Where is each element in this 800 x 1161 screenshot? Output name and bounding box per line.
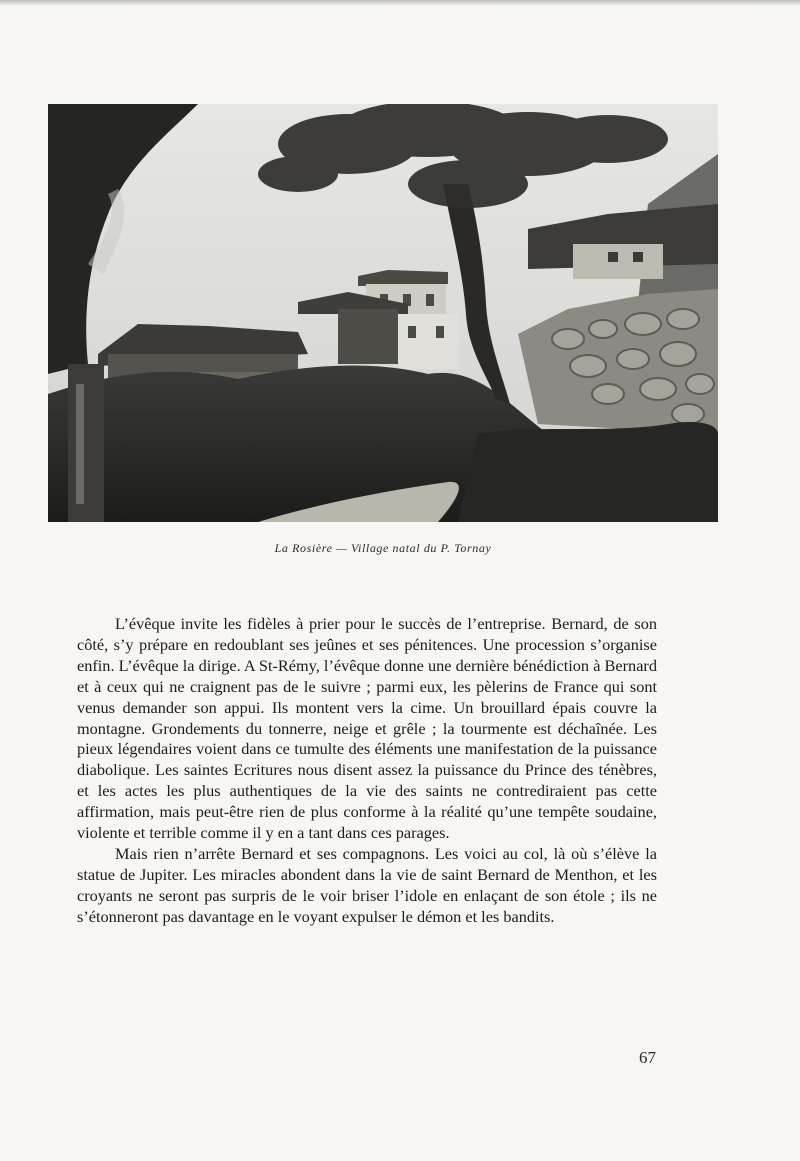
page-number: 67 xyxy=(639,1048,656,1067)
village-photograph xyxy=(48,104,718,522)
right-bank xyxy=(458,422,718,522)
body-text xyxy=(77,614,657,928)
house-white xyxy=(398,314,458,369)
figure-caption: La Rosière — Village natal du P. Tornay xyxy=(274,541,492,555)
left-trunk xyxy=(68,364,104,522)
paragraph: L’évêque invite les fidèles à prier pour le succès de l’entreprise. Bernard, de son côté, s’y prépare en redoublant ses jeûnes et ses pénitences. Une procession s’organise enfin. L’évêque la dirige. A St-Rémy, l’évêque donne une dernière bénédiction à Bernard et à ceux qui ne craignent pas de le suivre ; parmi eux, les pèlerins de France qui sont venus demander son appui. Ils montent vers la cime. Un brouillard épais couvre la montagne. Grondements du tonnerre, neige et grêle ; la tourmente est déchaînée. Les pieux légendaires voient dans ce tumulte des éléments une manifestation de la puissance diabolique. Les saintes Ecritures nous disent assez la puissance du Prince des ténèbres, et les actes les plus authentiques de la vie des saints ne contrediraient pas cette affirmation, mais peut-être rien de plus conforme à la réalité qu’une tempête soudaine, violente et terrible comme il y en a tant dans ces parages. xyxy=(77,614,657,843)
paragraph: Mais rien n’arrête Bernard et ses compagnons. Les voici au col, là où s’élève la statue de Jupiter. Les miracles abondent dans la vie de saint Bernard de Menthon, et les croyants ne seront pas surpris de le voir briser l’idole en enlaçant de son étole ; ils ne s’étonneront pas davantage en le voyant expulser le démon et les bandits. xyxy=(77,843,657,926)
village-photo-drawing xyxy=(48,104,718,522)
chalet-center xyxy=(338,309,398,364)
page-top-edge xyxy=(0,0,800,5)
